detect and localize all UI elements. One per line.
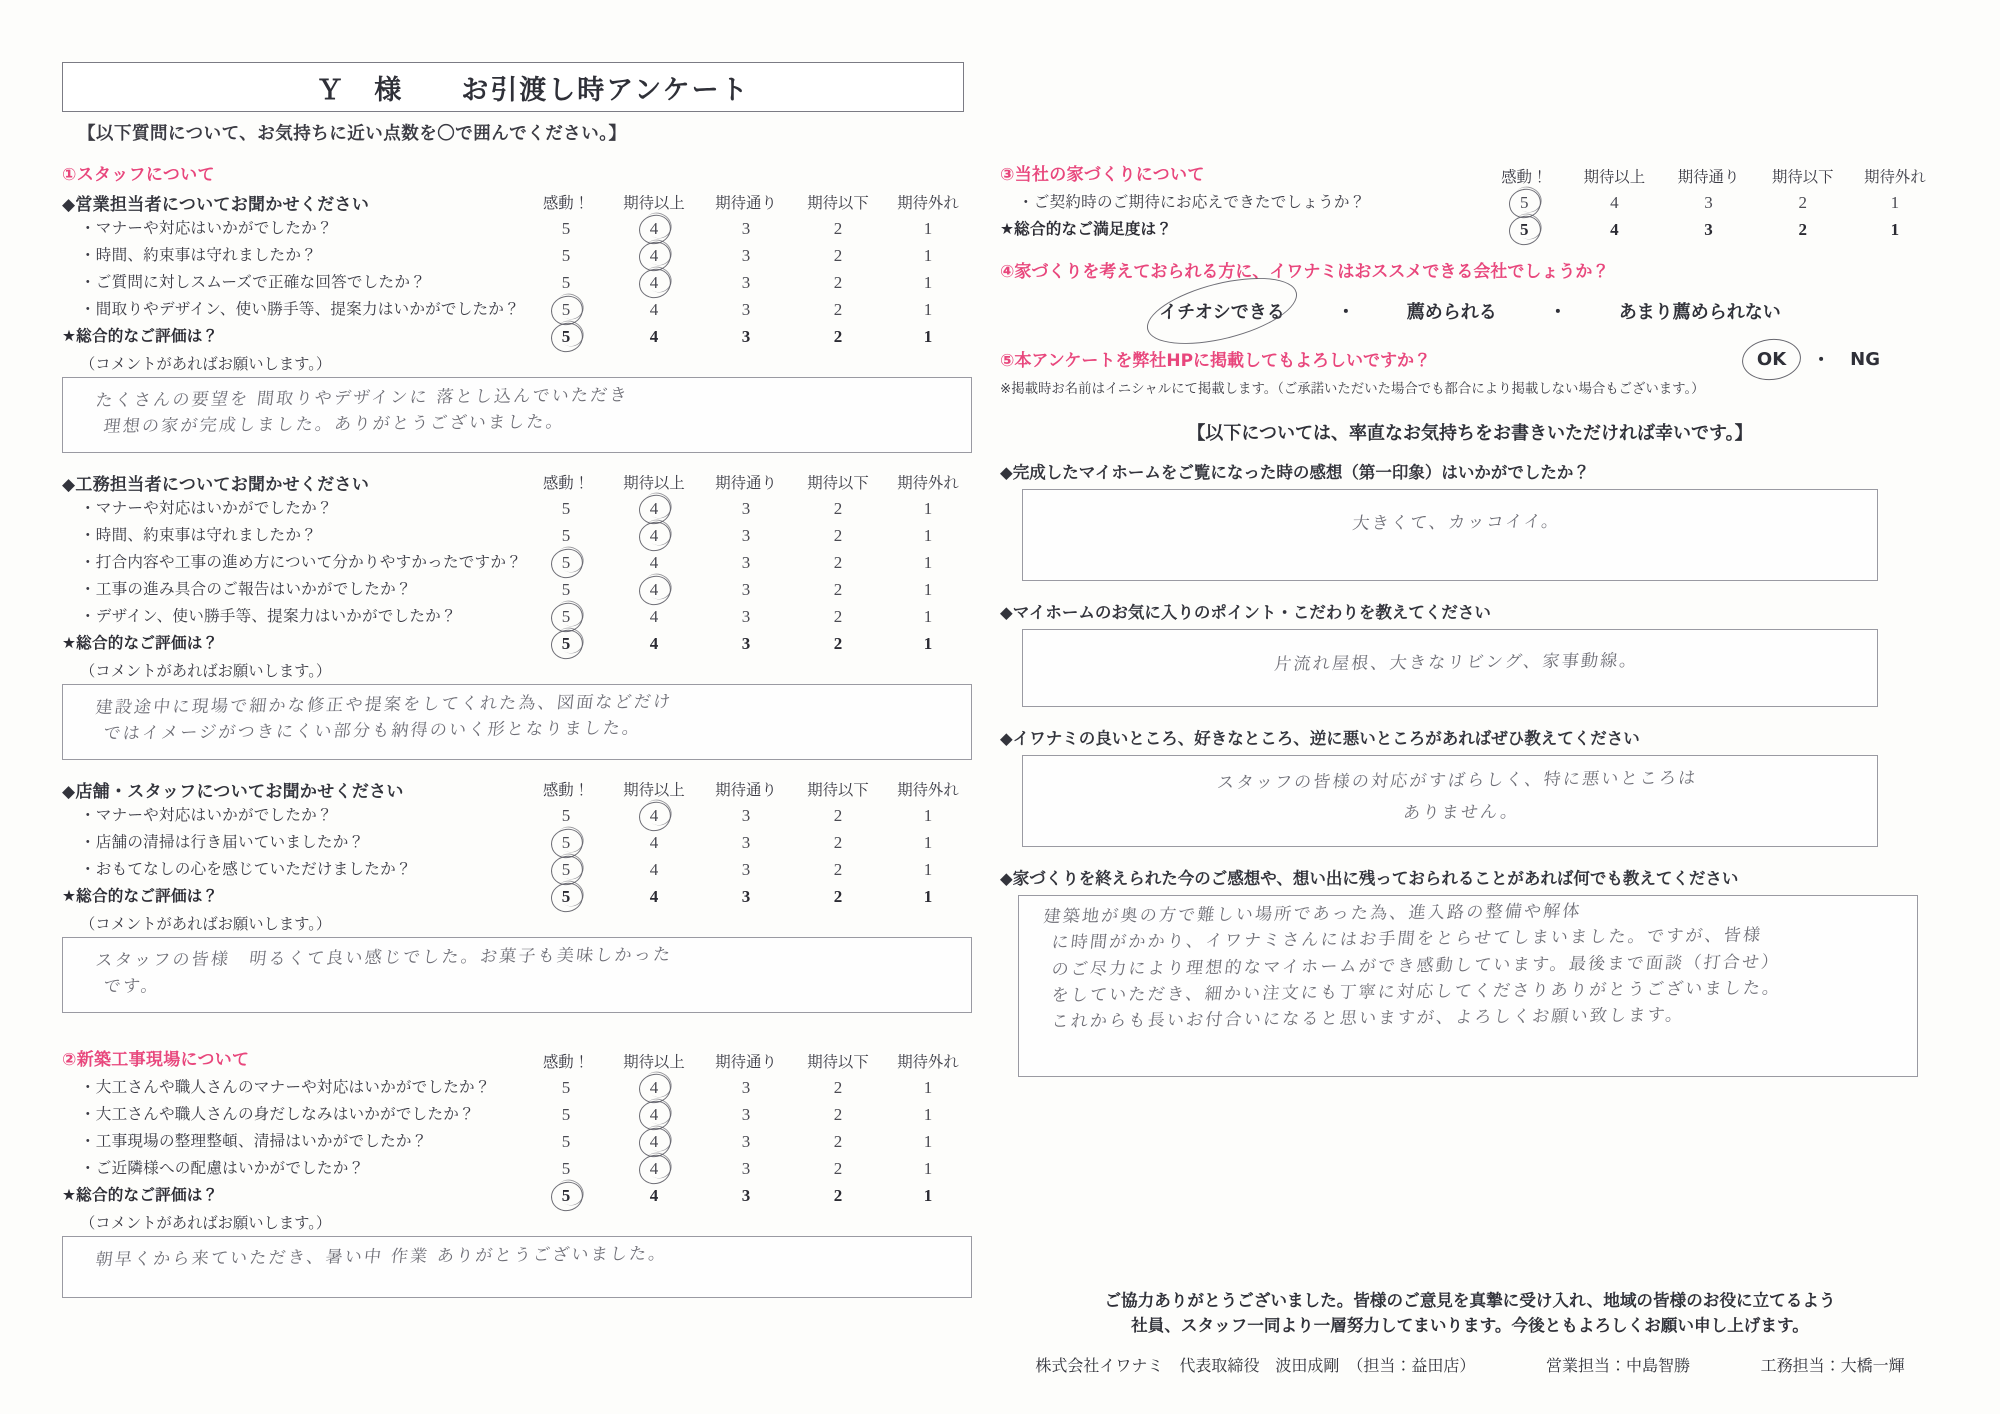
- score-option-selected[interactable]: 4: [649, 1104, 659, 1124]
- score-option[interactable]: 1: [923, 498, 933, 518]
- score-option[interactable]: 2: [833, 326, 843, 346]
- scale-header-2: 期待以上: [623, 781, 685, 799]
- score-option[interactable]: 2: [833, 552, 843, 572]
- scale-header-3: 期待通り: [1677, 168, 1740, 186]
- score-option-selected[interactable]: 4: [649, 1131, 659, 1151]
- scale-header-1: 感動！: [542, 474, 590, 492]
- score-option[interactable]: 4: [649, 859, 659, 879]
- rating-table: [62, 776, 972, 910]
- handwritten-answer-box[interactable]: [62, 684, 972, 760]
- free-question-heading: ◆イワナミの良いところ、好きなところ、逆に悪いところがあればぜひ教えてください: [1000, 729, 1640, 748]
- score-option[interactable]: 2: [833, 579, 843, 599]
- handwritten-line: これからも長いお付合いになると思いますが、よろしくお願い致します。: [1050, 1005, 1686, 1033]
- score-option-selected[interactable]: 4: [649, 1077, 659, 1097]
- recommend-option-selected[interactable]: イチオシできる: [1151, 296, 1293, 326]
- document-title-box: [62, 62, 964, 112]
- question-label: ★総合的なご評価は？: [62, 887, 219, 905]
- score-option-selected[interactable]: 4: [649, 579, 659, 599]
- score-option[interactable]: 1: [923, 832, 933, 852]
- section-1-heading: ①スタッフについて: [62, 165, 215, 185]
- question-label: ・間取りやデザイン、使い勝手等、提案力はいかがでしたか？: [80, 300, 520, 318]
- handwritten-line: に時間がかかり、イワナミさんにはお手間をとらせてしまいました。ですが、皆様: [1050, 925, 1764, 954]
- handwritten-line: のご尽力により理想的なマイホームができ感動しています。最後まで面談（打合せ）: [1050, 951, 1782, 980]
- section-5-row: [1000, 346, 1940, 372]
- score-option[interactable]: 3: [741, 1077, 751, 1097]
- table-row: [62, 215, 972, 242]
- free-text-questions: [1000, 459, 1940, 1077]
- score-option[interactable]: 1: [923, 245, 933, 265]
- publish-choice-selected[interactable]: OK: [1751, 347, 1792, 372]
- scale-header-4: 期待以下: [807, 1053, 869, 1071]
- table-row: [62, 1182, 972, 1209]
- score-option[interactable]: 3: [741, 245, 751, 265]
- question-block: [62, 189, 972, 453]
- question-label: ・大工さんや職人さんのマナーや対応はいかがでしたか？: [80, 1078, 491, 1096]
- question-label: ・ご近隣様への配慮はいかがでしたか？: [80, 1159, 365, 1177]
- score-option[interactable]: 5: [561, 498, 571, 518]
- handwritten-answer-box[interactable]: [62, 1236, 972, 1298]
- score-option-selected[interactable]: 5: [1520, 219, 1529, 239]
- score-option[interactable]: 3: [741, 299, 751, 319]
- question-label: ★総合的なご評価は？: [62, 1186, 219, 1204]
- score-option[interactable]: 2: [833, 832, 843, 852]
- handwritten-answer-box[interactable]: [1022, 489, 1878, 581]
- score-option-selected[interactable]: 5: [561, 299, 571, 319]
- rating-header-row: [62, 189, 972, 215]
- score-option[interactable]: 3: [741, 886, 751, 906]
- score-option[interactable]: 3: [741, 1158, 751, 1178]
- score-option[interactable]: 4: [1610, 219, 1619, 239]
- score-option[interactable]: 1: [923, 1158, 933, 1178]
- score-option[interactable]: 4: [649, 299, 659, 319]
- score-option[interactable]: 5: [561, 805, 571, 825]
- scale-header-5: 期待外れ: [897, 1053, 959, 1071]
- footer-sales-rep: 営業担当：中島智勝: [1545, 1358, 1690, 1375]
- score-option[interactable]: 5: [561, 1131, 571, 1151]
- score-option[interactable]: 4: [649, 633, 659, 653]
- score-option[interactable]: 2: [833, 633, 843, 653]
- question-label: ・デザイン、使い勝手等、提案力はいかがでしたか？: [80, 607, 457, 625]
- block-heading: ◆工務担当者についてお聞かせください: [62, 474, 370, 495]
- score-option[interactable]: 3: [741, 606, 751, 626]
- section-3-heading: ③当社の家づくりについて: [1000, 165, 1205, 185]
- rating-header-row: [62, 776, 972, 802]
- score-option[interactable]: 3: [741, 498, 751, 518]
- score-option[interactable]: 4: [649, 606, 659, 626]
- score-option[interactable]: 1: [923, 859, 933, 879]
- score-option[interactable]: 1: [923, 579, 933, 599]
- score-option[interactable]: 2: [833, 1077, 843, 1097]
- scale-header-5: 期待外れ: [897, 474, 959, 492]
- free-question-heading: ◆マイホームのお気に入りのポイント・こだわりを教えてください: [1000, 603, 1491, 622]
- question-label: ・工事の進み具合のご報告はいかがでしたか？: [80, 580, 412, 598]
- score-option-selected[interactable]: 5: [561, 633, 571, 653]
- scale-header-4: 期待以下: [807, 781, 869, 799]
- score-option[interactable]: 2: [833, 525, 843, 545]
- rating-table: [62, 469, 972, 657]
- block-heading: ◆営業担当者についてお聞かせください: [62, 194, 370, 215]
- score-option-selected[interactable]: 4: [649, 272, 659, 292]
- score-option[interactable]: 1: [1890, 219, 1900, 239]
- score-option[interactable]: 1: [923, 326, 933, 346]
- handwritten-answer-box[interactable]: [1018, 895, 1918, 1077]
- score-option[interactable]: 1: [923, 552, 933, 572]
- scale-header-4: 期待以下: [807, 194, 869, 212]
- score-option[interactable]: 2: [833, 272, 843, 292]
- comment-prompt: （コメントがあればお願いします。）: [80, 915, 332, 933]
- section-4-options[interactable]: [1000, 296, 1940, 326]
- option-separator: ・: [1336, 302, 1355, 323]
- score-option-selected[interactable]: 4: [649, 245, 659, 265]
- question-label: ★総合的なご評価は？: [62, 327, 219, 345]
- score-option[interactable]: 4: [1610, 192, 1619, 212]
- handwritten-line: スタッフの皆様 明るくて良い感じでした。お菓子も美味しかった: [94, 944, 674, 971]
- recommend-option[interactable]: あまり薦められない: [1618, 302, 1781, 323]
- score-option[interactable]: 4: [649, 326, 659, 346]
- handwritten-line: 片流れ屋根、大きなリビング、家事動線。: [1273, 650, 1640, 675]
- footer: [1000, 1288, 1940, 1376]
- score-option-selected[interactable]: 4: [649, 218, 659, 238]
- handwritten-line: スタッフの皆様の対応がすばらしく、特に悪いところは: [1216, 768, 1699, 794]
- scale-header-1: 感動！: [542, 194, 590, 212]
- question-block: [62, 776, 972, 1013]
- score-option-selected[interactable]: 5: [1520, 192, 1529, 212]
- footer-construction-rep: 工務担当：大橋一輝: [1760, 1358, 1905, 1375]
- score-option[interactable]: 2: [833, 1185, 843, 1205]
- question-label: ・店舗の清掃は行き届いていましたか？: [80, 833, 365, 851]
- table-row: [62, 242, 972, 269]
- score-option[interactable]: 3: [741, 552, 751, 572]
- score-option[interactable]: 2: [833, 805, 843, 825]
- table-row: [62, 269, 972, 296]
- scale-header-5: 期待外れ: [1864, 168, 1926, 186]
- handwritten-line: 朝早くから来ていただき、暑い中 作業 ありがとうございました。: [94, 1244, 669, 1270]
- score-option[interactable]: 4: [649, 1185, 659, 1205]
- scale-header-4: 期待以下: [807, 474, 869, 492]
- scale-header-2: 期待以上: [1583, 168, 1646, 186]
- question-label: ・おもてなしの心を感じていただけましたか？: [80, 860, 412, 878]
- question-label: ・工事現場の整理整頓、清掃はいかがでしたか？: [80, 1132, 428, 1150]
- score-option[interactable]: 3: [741, 1131, 751, 1151]
- left-column: [62, 160, 972, 1298]
- question-label: ・マナーや対応はいかがでしたか？: [80, 219, 333, 237]
- scale-header-1: 感動！: [542, 1053, 590, 1071]
- question-label: ・打合内容や工事の進め方について分かりやすかったですか？: [80, 553, 522, 571]
- table-row: [62, 883, 972, 910]
- score-option[interactable]: 3: [741, 805, 751, 825]
- question-label: ・時間、約束事は守れましたか？: [80, 526, 317, 544]
- score-option-selected[interactable]: 5: [561, 1185, 571, 1205]
- option-separator: ・: [1548, 302, 1567, 323]
- score-option[interactable]: 3: [741, 832, 751, 852]
- scale-header-5: 期待外れ: [897, 194, 959, 212]
- score-option[interactable]: 3: [741, 633, 751, 653]
- section-5-choices[interactable]: [1751, 346, 1880, 372]
- comment-prompt: （コメントがあればお願いします。）: [80, 662, 332, 680]
- score-option[interactable]: 5: [561, 1158, 571, 1178]
- rating-header-row: [62, 1048, 972, 1074]
- table-row: [62, 495, 972, 522]
- section-2-body: [62, 1048, 972, 1298]
- scale-header-2: 期待以上: [623, 194, 685, 212]
- question-label: ・マナーや対応はいかがでしたか？: [80, 806, 333, 824]
- comment-prompt: （コメントがあればお願いします。）: [80, 1214, 332, 1232]
- score-option[interactable]: 5: [561, 1104, 571, 1124]
- section-5-note: ※掲載時お名前はイニシャルにて掲載します。（ご承諾いただいた場合でも都合により掲載しない場合もございます。）: [1000, 382, 1705, 397]
- score-option[interactable]: 1: [923, 1104, 933, 1124]
- score-option[interactable]: 1: [923, 1131, 933, 1151]
- handwritten-answer-box[interactable]: [1022, 755, 1878, 847]
- score-option[interactable]: 3: [741, 579, 751, 599]
- score-option[interactable]: 3: [741, 1185, 751, 1205]
- table-row: [62, 630, 972, 657]
- score-option[interactable]: 1: [923, 218, 933, 238]
- footer-signature: [1000, 1353, 1940, 1376]
- rating-table: [62, 1048, 972, 1209]
- handwritten-line: ありません。: [1402, 802, 1521, 824]
- score-option[interactable]: 5: [561, 218, 571, 238]
- score-option[interactable]: 5: [561, 579, 571, 599]
- table-row: [62, 1074, 972, 1101]
- table-row: [62, 522, 972, 549]
- score-option[interactable]: 2: [833, 218, 843, 238]
- score-option[interactable]: 4: [649, 552, 659, 572]
- free-question-heading: ◆家づくりを終えられた今のご感想や、想い出に残っておられることがあれば何でも教えてください: [1000, 869, 1739, 888]
- score-option[interactable]: 2: [833, 1104, 843, 1124]
- scale-header-3: 期待通り: [715, 194, 777, 212]
- footer-line-1: ご協力ありがとうございました。皆様のご意見を真摯に受け入れ、地域の皆様のお役に立てるよう: [1104, 1290, 1836, 1310]
- table-row: [62, 802, 972, 829]
- score-option[interactable]: 3: [741, 326, 751, 346]
- table-row: [62, 856, 972, 883]
- scale-header-2: 期待以上: [623, 1053, 685, 1071]
- score-option[interactable]: 1: [923, 1077, 933, 1097]
- scale-header-2: 期待以上: [623, 474, 685, 492]
- section-4-heading: ④家づくりを考えておられる方に、イワナミはおススメできる会社でしょうか？: [1000, 262, 1610, 282]
- score-option-selected[interactable]: 4: [649, 1158, 659, 1178]
- score-option[interactable]: 1: [923, 606, 933, 626]
- handwritten-line: 理想の家が完成しました。ありがとうございました。: [102, 412, 567, 438]
- score-option[interactable]: 1: [923, 272, 933, 292]
- score-option[interactable]: 3: [741, 272, 751, 292]
- right-column: [1000, 160, 1940, 1095]
- score-option-selected[interactable]: 5: [561, 859, 571, 879]
- table-row: [62, 549, 972, 576]
- table-row: [62, 323, 972, 350]
- table-row: [1000, 216, 1940, 243]
- scale-header-3: 期待通り: [715, 1053, 777, 1071]
- score-option[interactable]: 3: [741, 859, 751, 879]
- rating-header-row: [62, 469, 972, 495]
- table-row: [62, 576, 972, 603]
- table-row: [62, 829, 972, 856]
- score-option-selected[interactable]: 5: [561, 886, 571, 906]
- footer-company: 株式会社イワナミ 代表取締役 波田成剛 （担当：益田店）: [1035, 1358, 1476, 1375]
- score-option-selected[interactable]: 4: [649, 498, 659, 518]
- footer-line-2: 社員、スタッフ一同より一層努力してまいります。今後ともよろしくお願い申し上げます。: [1131, 1316, 1809, 1336]
- handwritten-line: 建設途中に現場で細かな修正や提案をしてくれた為、図面などだけ: [94, 691, 674, 718]
- handwritten-line: です。: [102, 976, 161, 998]
- score-option[interactable]: 1: [923, 886, 933, 906]
- scale-header-5: 期待外れ: [897, 781, 959, 799]
- block-heading: ◆店舗・スタッフについてお聞かせください: [62, 781, 404, 802]
- table-row: [1000, 189, 1940, 216]
- score-option[interactable]: 4: [649, 832, 659, 852]
- score-option[interactable]: 2: [833, 245, 843, 265]
- question-label: ・ご質問に対しスムーズで正確な回答でしたか？: [80, 273, 426, 291]
- question-label: ・大工さんや職人さんの身だしなみはいかがでしたか？: [80, 1105, 475, 1123]
- handwritten-line: たくさんの要望を 間取りやデザインに 落とし込んでいただき: [94, 385, 630, 411]
- free-text-banner: 【以下については、率直なお気持ちをお書きいただければ幸いです。】: [1187, 423, 1753, 444]
- score-option[interactable]: 1: [923, 1185, 933, 1205]
- rating-table: [62, 189, 972, 350]
- instruction-text: 【以下質問について、お気持ちに近い点数を〇で囲んでください。】: [78, 124, 627, 144]
- score-option[interactable]: 5: [561, 1077, 571, 1097]
- scale-header-3: 期待通り: [715, 474, 777, 492]
- score-option[interactable]: 1: [923, 805, 933, 825]
- section-5-heading: ⑤本アンケートを弊社HPに掲載してもよろしいですか？: [1000, 351, 1432, 371]
- table-row: [62, 603, 972, 630]
- comment-prompt: （コメントがあればお願いします。）: [80, 355, 332, 373]
- score-option[interactable]: 3: [1704, 219, 1713, 239]
- score-option[interactable]: 3: [741, 218, 751, 238]
- score-option[interactable]: 4: [649, 886, 659, 906]
- score-option[interactable]: 5: [561, 525, 571, 545]
- publish-separator: ・: [1812, 350, 1831, 371]
- score-option-selected[interactable]: 5: [561, 552, 571, 572]
- section-2-heading: ②新築工事現場について: [62, 1050, 250, 1070]
- handwritten-line: 建築地が奥の方で難しい場所であった為、進入路の整備や解体: [1042, 901, 1583, 927]
- question-label: ・時間、約束事は守れましたか？: [80, 246, 317, 264]
- score-option-selected[interactable]: 5: [561, 832, 571, 852]
- score-option[interactable]: 1: [923, 525, 933, 545]
- handwritten-answer-box[interactable]: [1022, 629, 1878, 707]
- handwritten-line: 大きくて、カッコイイ。: [1351, 511, 1562, 534]
- section-1-blocks: [62, 189, 972, 1013]
- handwritten-line: をしていただき、細かい注文にも丁寧に対応してくださりありがとうございました。: [1050, 978, 1783, 1006]
- score-option[interactable]: 2: [1798, 192, 1807, 212]
- handwritten-answer-box[interactable]: [62, 937, 972, 1013]
- free-question-heading: ◆完成したマイホームをご覧になった時の感想（第一印象）はいかがでしたか？: [1000, 463, 1590, 482]
- score-option[interactable]: 1: [1890, 192, 1900, 212]
- score-option[interactable]: 2: [1798, 219, 1807, 239]
- publish-choice[interactable]: NG: [1850, 348, 1880, 370]
- recommend-option[interactable]: 薦められる: [1406, 302, 1497, 323]
- score-option[interactable]: 5: [561, 245, 571, 265]
- page-title: Ｙ 様 お引渡し時アンケート: [316, 74, 750, 106]
- question-label: ★総合的なご満足度は？: [1000, 220, 1173, 238]
- handwritten-answer-box[interactable]: [62, 377, 972, 453]
- score-option[interactable]: 3: [1704, 192, 1713, 212]
- scale-header-4: 期待以下: [1771, 168, 1834, 186]
- question-label: ★総合的なご評価は？: [62, 634, 219, 652]
- score-option-selected[interactable]: 5: [561, 326, 571, 346]
- handwritten-line: ではイメージがつきにくい部分も納得のいく形となりました。: [102, 718, 643, 745]
- score-option[interactable]: 2: [833, 859, 843, 879]
- table-row: [62, 296, 972, 323]
- table-row: [62, 1128, 972, 1155]
- scale-header-1: 感動！: [542, 781, 590, 799]
- table-row: [62, 1101, 972, 1128]
- question-label: ・ご契約時のご期待にお応えできたでしょうか？: [1018, 193, 1366, 211]
- score-option-selected[interactable]: 5: [561, 606, 571, 626]
- scale-header-1: 感動！: [1501, 168, 1548, 186]
- score-option[interactable]: 5: [561, 272, 571, 292]
- score-option[interactable]: 3: [741, 525, 751, 545]
- score-option[interactable]: 2: [833, 299, 843, 319]
- score-option-selected[interactable]: 4: [649, 805, 659, 825]
- score-option[interactable]: 2: [833, 606, 843, 626]
- score-option[interactable]: 2: [833, 1158, 843, 1178]
- score-option[interactable]: 2: [833, 886, 843, 906]
- question-block: [62, 469, 972, 760]
- table-row: [62, 1155, 972, 1182]
- score-option-selected[interactable]: 4: [649, 525, 659, 545]
- score-option[interactable]: 2: [833, 498, 843, 518]
- score-option[interactable]: 1: [923, 299, 933, 319]
- score-option[interactable]: 1: [923, 633, 933, 653]
- scale-header-3: 期待通り: [715, 781, 777, 799]
- question-label: ・マナーや対応はいかがでしたか？: [80, 499, 333, 517]
- score-option[interactable]: 3: [741, 1104, 751, 1124]
- score-option[interactable]: 2: [833, 1131, 843, 1151]
